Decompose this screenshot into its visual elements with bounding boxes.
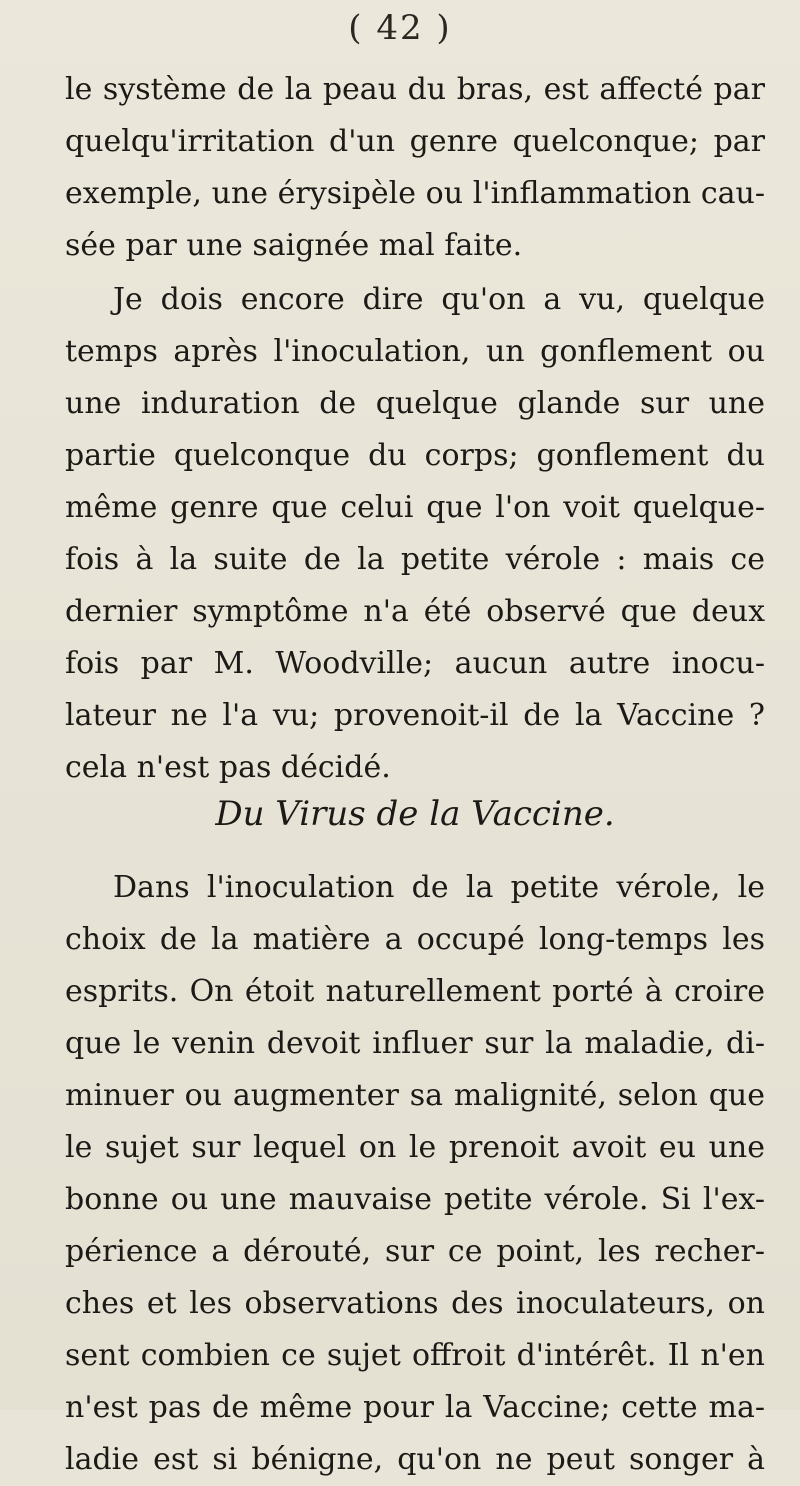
paragraph-2 — [65, 274, 765, 794]
text-line: ches et les observations des inoculateurs, on — [65, 1286, 765, 1321]
page-number: ( 42 ) — [348, 8, 452, 48]
text-line: bonne ou une mauvaise petite vérole. Si l'ex- — [65, 1182, 765, 1217]
text-line: sent combien ce sujet offroit d'intérêt. Il n'en — [65, 1338, 765, 1373]
text-line: périence a dérouté, sur ce point, les recher- — [65, 1234, 765, 1269]
text-line: le système de la peau du bras, est affecté par — [65, 72, 765, 107]
text-line: choix de la matière a occupé long-temps les — [65, 922, 765, 957]
paragraph-3 — [65, 862, 765, 1486]
paragraph-1 — [65, 64, 765, 272]
text-line: sée par une saignée mal faite. — [65, 228, 523, 263]
text-line: quelqu'irritation d'un genre quelconque; par — [65, 124, 765, 159]
text-line: lateur ne l'a vu; provenoit-il de la Vaccine ? — [65, 698, 765, 733]
text-line: même genre que celui que l'on voit quelque- — [65, 490, 765, 525]
text-line: le sujet sur lequel on le prenoit avoit eu une — [65, 1130, 765, 1165]
text-line: exemple, une érysipèle ou l'inflammation cau- — [65, 176, 765, 211]
text-line: partie quelconque du corps; gonflement du — [65, 438, 765, 473]
text-line: cela n'est pas décidé. — [65, 750, 391, 785]
text-line: dernier symptôme n'a été observé que deux — [65, 594, 765, 629]
text-line: esprits. On étoit naturellement porté à croire — [65, 974, 765, 1009]
text-line: que le venin devoit influer sur la maladie, di- — [65, 1026, 765, 1061]
text-line: fois à la suite de la petite vérole : mais ce — [65, 542, 765, 577]
text-line: fois par M. Woodville; aucun autre inocu- — [65, 646, 765, 681]
text-line: Je dois encore dire qu'on a vu, quelque — [113, 282, 765, 317]
text-line: une induration de quelque glande sur une — [65, 386, 765, 421]
section-heading: Du Virus de la Vaccine. — [215, 794, 615, 834]
text-line: Dans l'inoculation de la petite vérole, le — [113, 870, 765, 905]
text-line: minuer ou augmenter sa malignité, selon que — [65, 1078, 765, 1113]
text-line: temps après l'inoculation, un gonflement ou — [65, 334, 765, 369]
text-line: n'est pas de même pour la Vaccine; cette ma- — [65, 1390, 765, 1425]
text-line: ladie est si bénigne, qu'on ne peut songer à — [65, 1442, 765, 1477]
